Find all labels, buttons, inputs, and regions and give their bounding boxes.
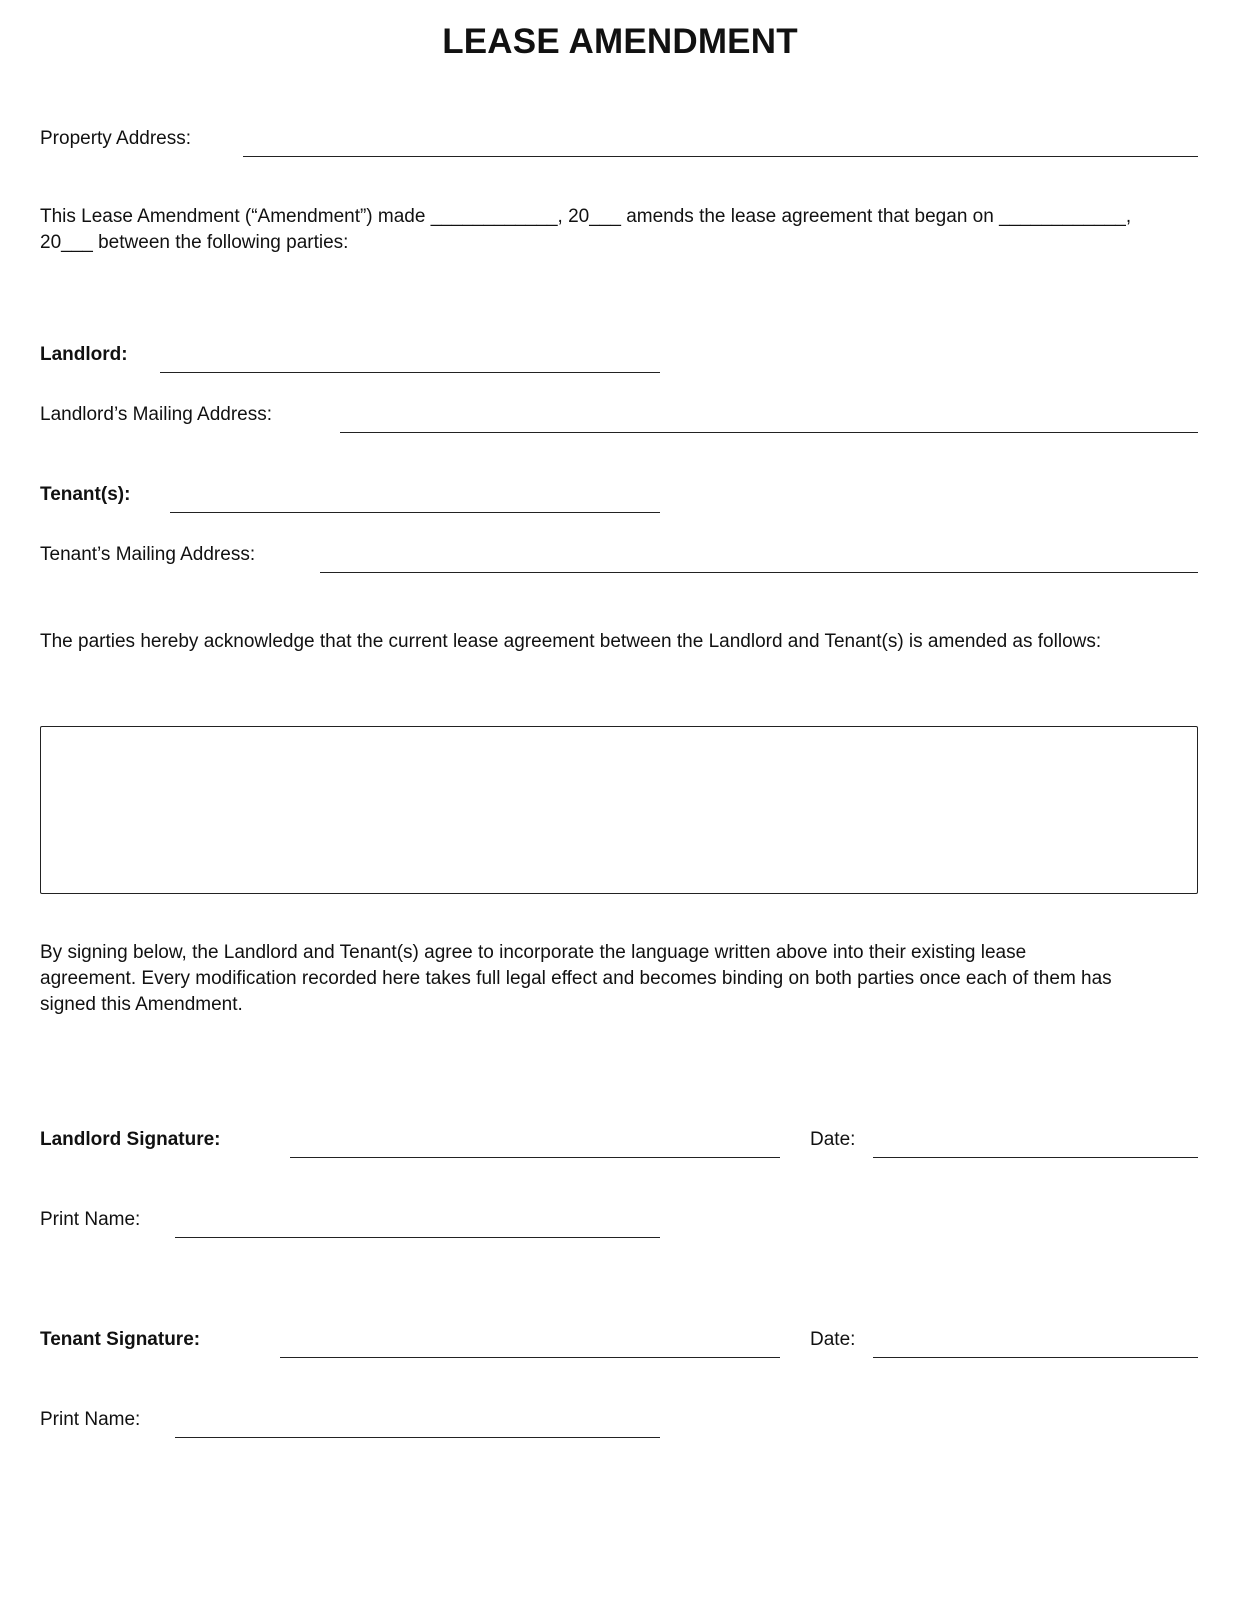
landlord-label: Landlord: [40,344,128,365]
landlord-print-name-label: Print Name: [40,1209,141,1230]
tenant-print-name-field[interactable] [175,1437,660,1438]
intro-paragraph [40,204,1131,256]
agreement-line-1: By signing below, the Landlord and Tenant(s) agree to incorporate the language written above into their existing lease [40,942,1027,963]
tenant-mailing-address-label: Tenant’s Mailing Address: [40,544,256,565]
landlord-date-label: Date: [810,1129,856,1150]
property-address-label: Property Address: [40,128,192,149]
landlord-date-field[interactable] [873,1157,1198,1158]
agreement-paragraph [40,940,1112,1018]
intro-line-2[interactable]: 20___ between the following parties: [40,232,349,253]
landlord-name-field[interactable] [160,372,660,373]
landlord-mailing-address-field[interactable] [340,432,1198,433]
intro-line-1[interactable]: This Lease Amendment (“Amendment”) made ____________, 20___ amends the lease agreement that began on ____________, [40,206,1132,227]
tenant-signature-label: Tenant Signature: [40,1329,201,1350]
landlord-signature-field[interactable] [290,1157,780,1158]
tenant-date-label: Date: [810,1329,856,1350]
tenant-label: Tenant(s): [40,484,131,505]
tenant-print-name-label: Print Name: [40,1409,141,1430]
tenant-mailing-address-field[interactable] [320,572,1198,573]
tenant-signature-field[interactable] [280,1357,780,1358]
landlord-mailing-address-label: Landlord’s Mailing Address: [40,404,273,425]
document-title: LEASE AMENDMENT [442,22,798,61]
tenant-name-field[interactable] [170,512,660,513]
property-address-field[interactable] [243,156,1198,157]
acknowledge-text: The parties hereby acknowledge that the current lease agreement between the Landlord and Tenant(s) is amended as follows: [40,631,1102,652]
landlord-signature-label: Landlord Signature: [40,1129,221,1150]
agreement-line-2: agreement. Every modification recorded here takes full legal effect and becomes binding on both parties once each of them has [40,968,1112,989]
tenant-date-field[interactable] [873,1357,1198,1358]
landlord-print-name-field[interactable] [175,1237,660,1238]
agreement-line-3: signed this Amendment. [40,994,243,1015]
amendment-terms-box[interactable] [40,726,1198,894]
